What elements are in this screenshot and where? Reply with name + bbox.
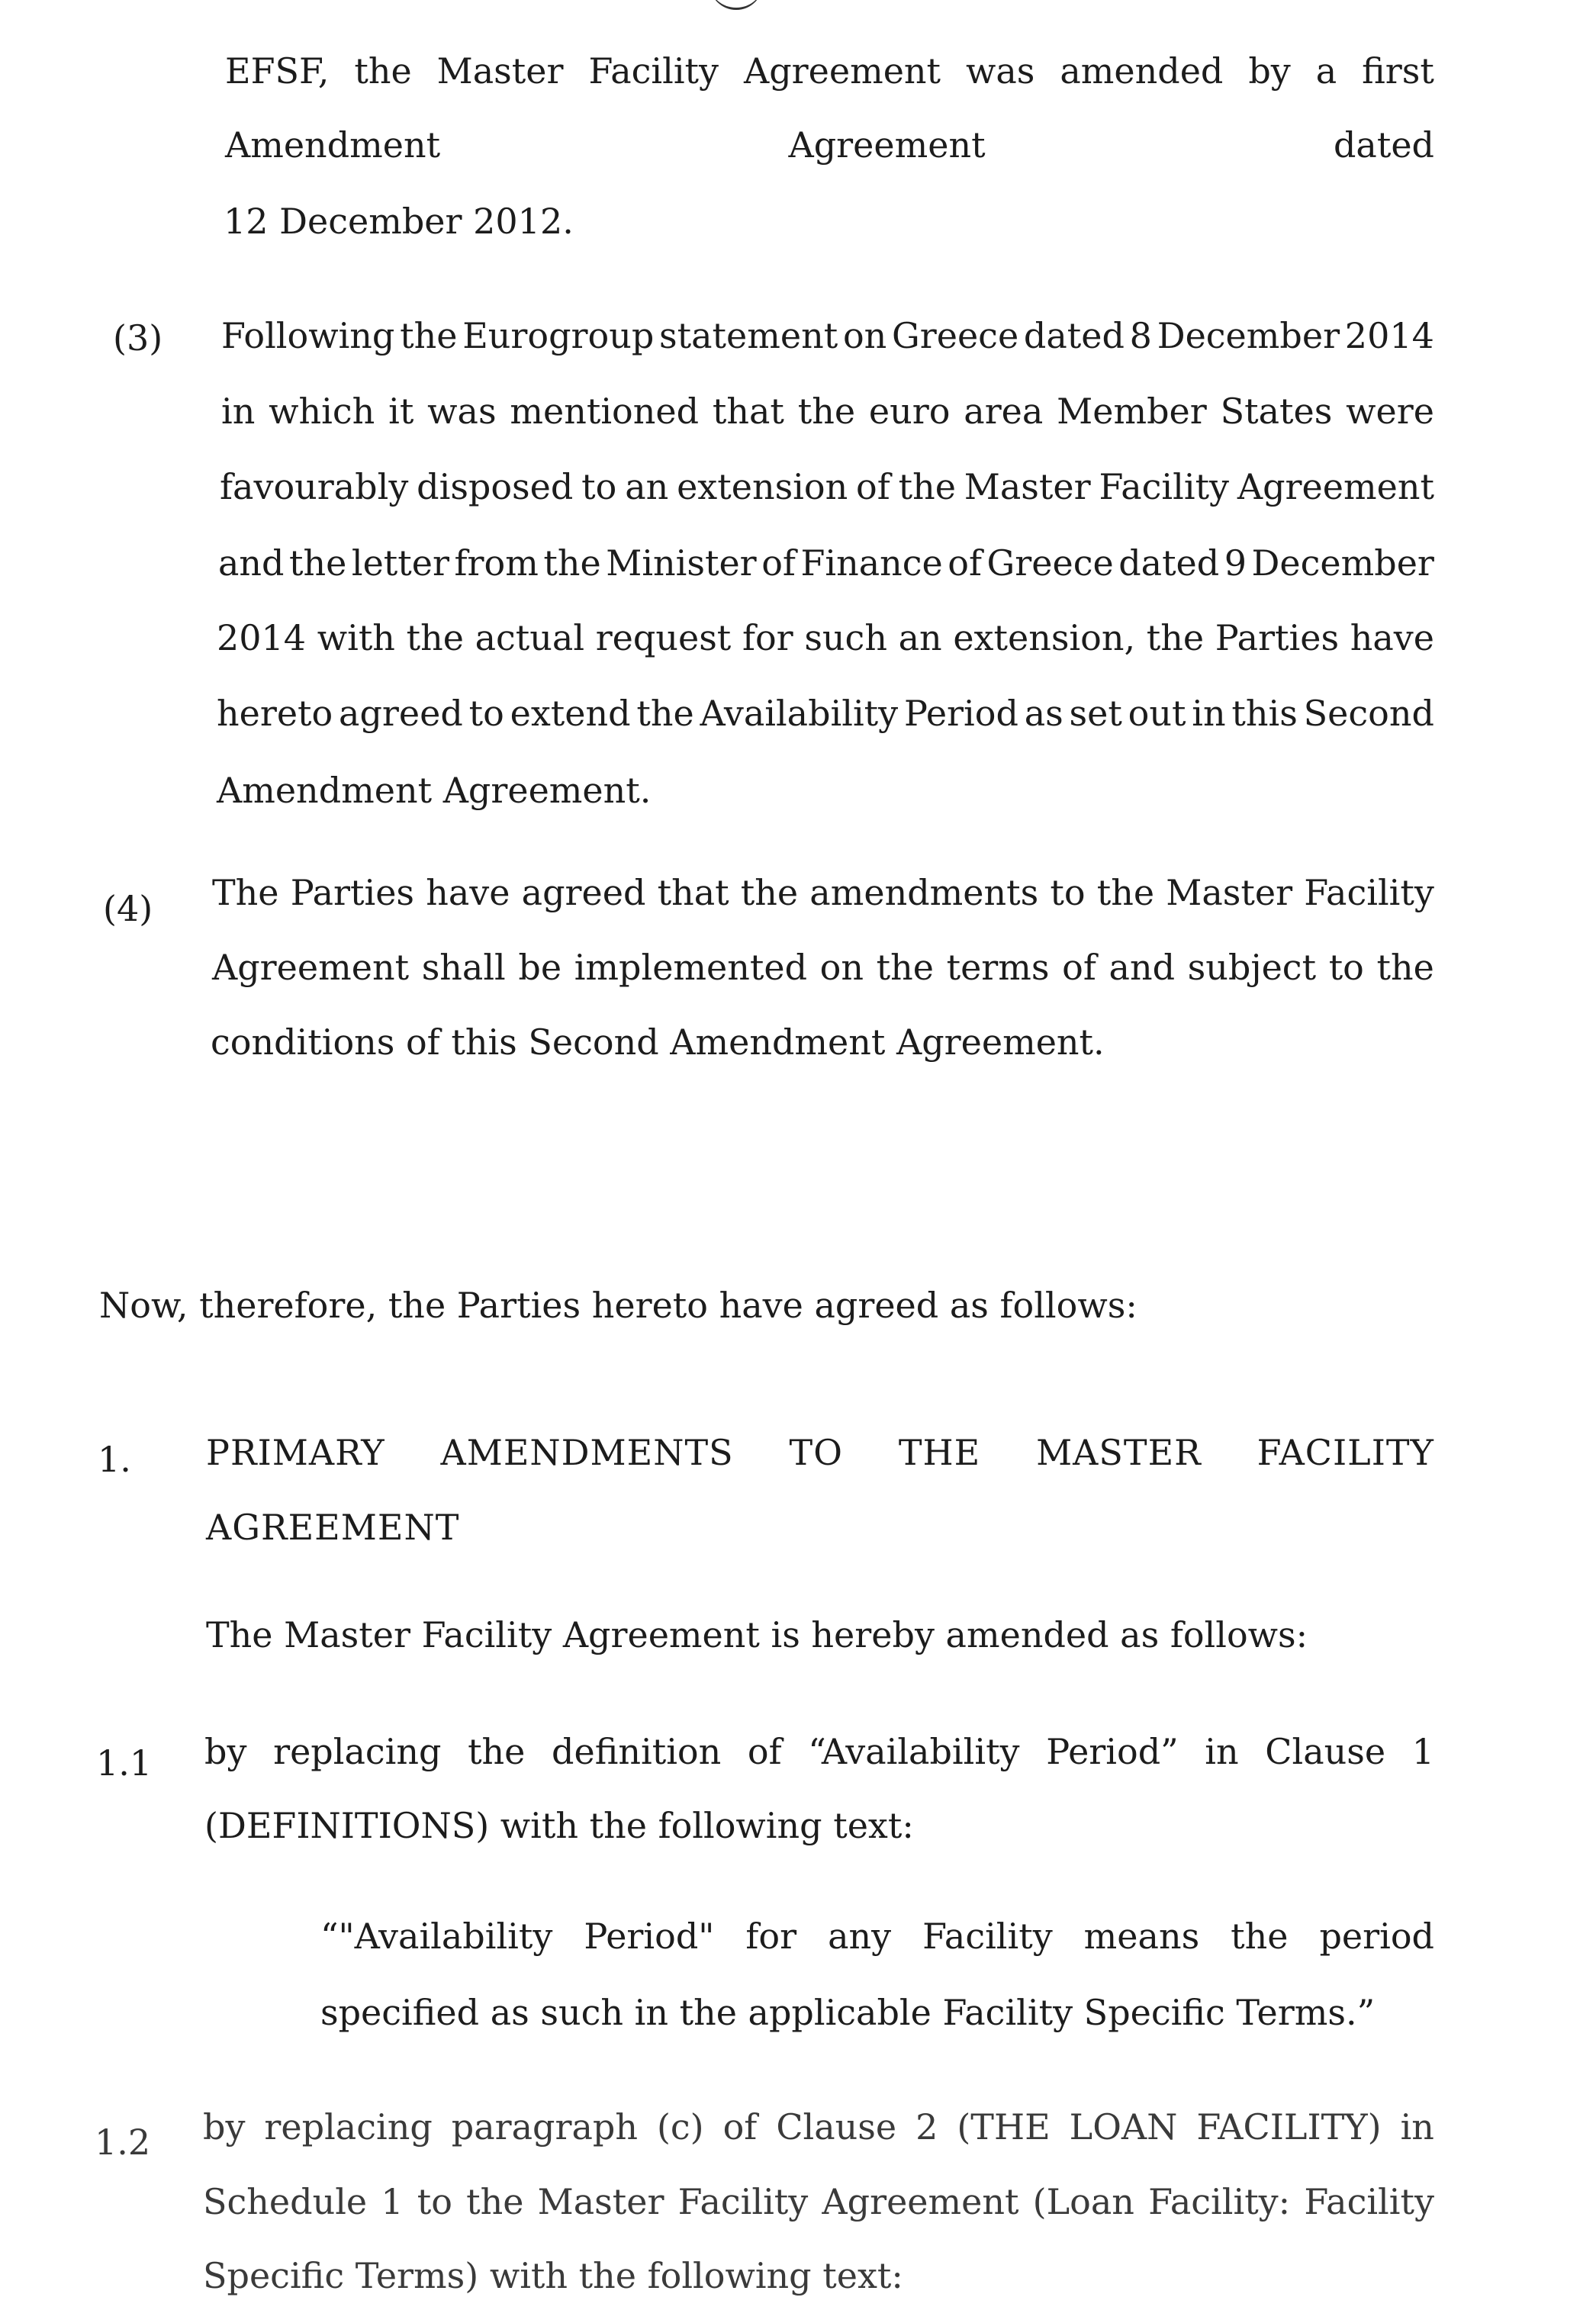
word: that — [657, 872, 729, 913]
word: for — [745, 1916, 797, 1957]
word: any — [828, 1916, 892, 1957]
word: the — [289, 542, 347, 584]
recital-3-line-4 — [218, 542, 1434, 584]
word: FACILITY — [1257, 1432, 1434, 1473]
word: the — [1231, 1916, 1289, 1957]
word: the — [406, 617, 464, 658]
word: have — [426, 872, 510, 913]
word: Agreement — [212, 947, 410, 988]
clause-1-2-line-2 — [203, 2180, 1434, 2223]
word: replacing — [273, 1731, 442, 1772]
word: (Loan — [1032, 2181, 1134, 2222]
word: means — [1083, 1916, 1200, 1957]
word: were — [1346, 391, 1434, 432]
word: (THE — [957, 2106, 1051, 2148]
word: Master — [537, 2181, 664, 2222]
word: TO — [789, 1432, 843, 1473]
word: in — [221, 391, 256, 432]
clause-1-heading-line-2: AGREEMENT — [206, 1507, 460, 1548]
word: of — [722, 2106, 758, 2148]
word: for — [742, 617, 793, 658]
word: Member — [1057, 391, 1207, 432]
word: dated — [1118, 542, 1220, 584]
clause-1-1-line-2: (DEFINITIONS) with the following text: — [204, 1805, 914, 1846]
recital-3-line-2 — [221, 390, 1434, 433]
word: 1 — [1411, 1731, 1434, 1772]
word: in — [1400, 2106, 1434, 2148]
recital-3-line-7: Amendment Agreement. — [217, 770, 652, 811]
word: Following — [221, 315, 395, 356]
word: PRIMARY — [206, 1432, 385, 1473]
word: statement — [659, 315, 838, 356]
clause-1-2-line-1 — [203, 2106, 1434, 2148]
word: a — [1315, 50, 1337, 92]
word: to — [1050, 872, 1086, 913]
word: Greece — [986, 542, 1114, 584]
word: 2 — [915, 2106, 938, 2148]
clause-1-2-number: 1.2 — [95, 2122, 151, 2163]
word: this — [1231, 693, 1298, 734]
word: letter — [351, 542, 449, 584]
word: the — [354, 50, 412, 92]
word: 2014 — [1344, 315, 1434, 356]
word: such — [804, 617, 887, 658]
word: an — [625, 466, 669, 507]
word: The — [212, 872, 279, 913]
word: Parties — [1215, 617, 1340, 658]
word: the — [876, 947, 934, 988]
word: an — [898, 617, 942, 658]
word: the — [468, 1731, 526, 1772]
recital-4-line-1 — [212, 871, 1434, 914]
word: the — [466, 2181, 524, 2222]
word: amended — [1060, 50, 1224, 92]
word: 2014 — [217, 617, 307, 658]
word: in — [1205, 1731, 1239, 1772]
word: Clause — [1265, 1731, 1386, 1772]
word: Second — [1303, 693, 1434, 734]
word: was — [966, 50, 1035, 92]
word: extension, — [953, 617, 1136, 658]
word: area — [964, 391, 1044, 432]
word: agreed — [339, 693, 463, 734]
word: with — [317, 617, 395, 658]
word: out — [1128, 693, 1186, 734]
clause-1-number: 1. — [98, 1439, 131, 1480]
word: that — [712, 391, 784, 432]
word: 9 — [1224, 542, 1247, 584]
word: Facility — [588, 50, 719, 92]
word: disposed — [417, 466, 574, 507]
word: the — [898, 466, 956, 507]
word: Master — [436, 50, 564, 92]
word: dated — [1023, 315, 1125, 356]
word: terms — [946, 947, 1050, 988]
word: on — [842, 315, 887, 356]
word: subject — [1187, 947, 1317, 988]
word: from — [454, 542, 539, 584]
clause-1-heading-line-1 — [206, 1431, 1434, 1474]
word: Minister — [606, 542, 757, 584]
word: Facility — [922, 1916, 1053, 1957]
word: to — [581, 466, 617, 507]
clause-1-2-line-3: Specific Terms) with the following text: — [203, 2255, 903, 2296]
word: of — [747, 1731, 782, 1772]
word: by — [204, 1731, 247, 1772]
word: Clause — [776, 2106, 897, 2148]
word: request — [595, 617, 732, 658]
word: by — [1248, 50, 1291, 92]
recital-4-number: (4) — [103, 888, 153, 929]
word: EFSF, — [225, 50, 330, 92]
word: Agreement — [743, 50, 941, 92]
word: Greece — [892, 315, 1019, 356]
word: period — [1319, 1916, 1434, 1957]
word: (c) — [656, 2106, 704, 2148]
word: Schedule — [203, 2181, 368, 2222]
word: have — [1350, 617, 1434, 658]
word: Amendment — [225, 124, 441, 166]
word: in — [1192, 693, 1226, 734]
word: Eurogroup — [462, 315, 655, 356]
word: Period” — [1046, 1731, 1179, 1772]
word: 1 — [381, 2181, 404, 2222]
recital-3-line-5 — [217, 616, 1434, 659]
word: Facility — [677, 2181, 809, 2222]
word: Master — [964, 466, 1091, 507]
word: replacing — [264, 2106, 433, 2148]
word: December — [1251, 542, 1434, 584]
recital-3-line-1 — [221, 314, 1434, 357]
word: hereto — [217, 693, 333, 734]
recital-2-line-1 — [225, 50, 1434, 92]
word: 8 — [1129, 315, 1152, 356]
word: THE — [898, 1432, 981, 1473]
word: be — [518, 947, 562, 988]
word: as — [1024, 693, 1063, 734]
word: Master — [1166, 872, 1293, 913]
word: first — [1362, 50, 1434, 92]
word: Period" — [584, 1916, 715, 1957]
recital-2-line-3: 12 December 2012. — [224, 201, 574, 242]
word: LOAN — [1069, 2106, 1178, 2148]
word: extension — [677, 466, 848, 507]
word: the — [1146, 617, 1205, 658]
recital-3-line-3 — [220, 465, 1434, 508]
word: by — [203, 2106, 246, 2148]
word: the — [1096, 872, 1155, 913]
word: favourably — [220, 466, 409, 507]
word: Availability — [700, 693, 899, 734]
word: agreed — [521, 872, 646, 913]
word: and — [1109, 947, 1176, 988]
word: euro — [868, 391, 951, 432]
clause-1-intro: The Master Facility Agreement is hereby amended as follows: — [206, 1614, 1308, 1655]
clause-1-1-number: 1.1 — [96, 1742, 153, 1784]
word: mentioned — [510, 391, 700, 432]
word: to — [417, 2181, 452, 2222]
word: Facility: — [1148, 2181, 1291, 2222]
word: FACILITY) — [1196, 2106, 1382, 2148]
word: the — [797, 391, 856, 432]
word: was — [427, 391, 497, 432]
word: December — [1157, 315, 1340, 356]
word: and — [218, 542, 285, 584]
word: Period — [903, 693, 1018, 734]
word: to — [1328, 947, 1364, 988]
recital-3-number: (3) — [113, 317, 163, 359]
word: of — [948, 542, 982, 584]
word: States — [1220, 391, 1333, 432]
word: shall — [421, 947, 506, 988]
word: of — [856, 466, 890, 507]
word: Facility — [1099, 466, 1230, 507]
recital-4-line-3: conditions of this Second Amendment Agreement. — [211, 1021, 1105, 1063]
word: Finance — [800, 542, 943, 584]
recital-3-line-6 — [217, 692, 1434, 735]
word: the — [1376, 947, 1434, 988]
word: which — [269, 391, 375, 432]
clause-1-1-line-1 — [204, 1730, 1434, 1773]
word: of — [1062, 947, 1096, 988]
page-top-mark — [710, 0, 763, 10]
word: amendments — [809, 872, 1039, 913]
now-therefore-statement: Now, therefore, the Parties hereto have agreed as follows: — [99, 1285, 1137, 1326]
word: Facility — [1304, 872, 1434, 913]
word: definition — [552, 1731, 722, 1772]
word: actual — [475, 617, 585, 658]
word: the — [636, 693, 694, 734]
word: implemented — [574, 947, 808, 988]
word: Parties — [290, 872, 415, 913]
recital-4-line-2 — [212, 946, 1434, 989]
word: to — [468, 693, 504, 734]
word: set — [1069, 693, 1122, 734]
word: extend — [510, 693, 631, 734]
word: Agreement — [788, 124, 986, 166]
recital-2-line-2 — [225, 124, 1434, 166]
word: “Availability — [808, 1731, 1020, 1772]
word: of — [761, 542, 796, 584]
word: the — [400, 315, 458, 356]
word: Agreement — [1237, 466, 1434, 507]
word: it — [388, 391, 414, 432]
word: the — [543, 542, 601, 584]
word: Facility — [1304, 2181, 1434, 2222]
word: Agreement — [822, 2181, 1019, 2222]
word: the — [740, 872, 799, 913]
word: “"Availability — [320, 1916, 553, 1957]
word: MASTER — [1036, 1432, 1202, 1473]
clause-1-1-quote-line-2: specified as such in the applicable Facility Specific Terms.” — [320, 1992, 1376, 2033]
word: dated — [1333, 124, 1434, 166]
word: paragraph — [451, 2106, 638, 2148]
word: AMENDMENTS — [440, 1432, 734, 1473]
clause-1-1-quote-line-1 — [320, 1915, 1434, 1958]
word: on — [819, 947, 864, 988]
